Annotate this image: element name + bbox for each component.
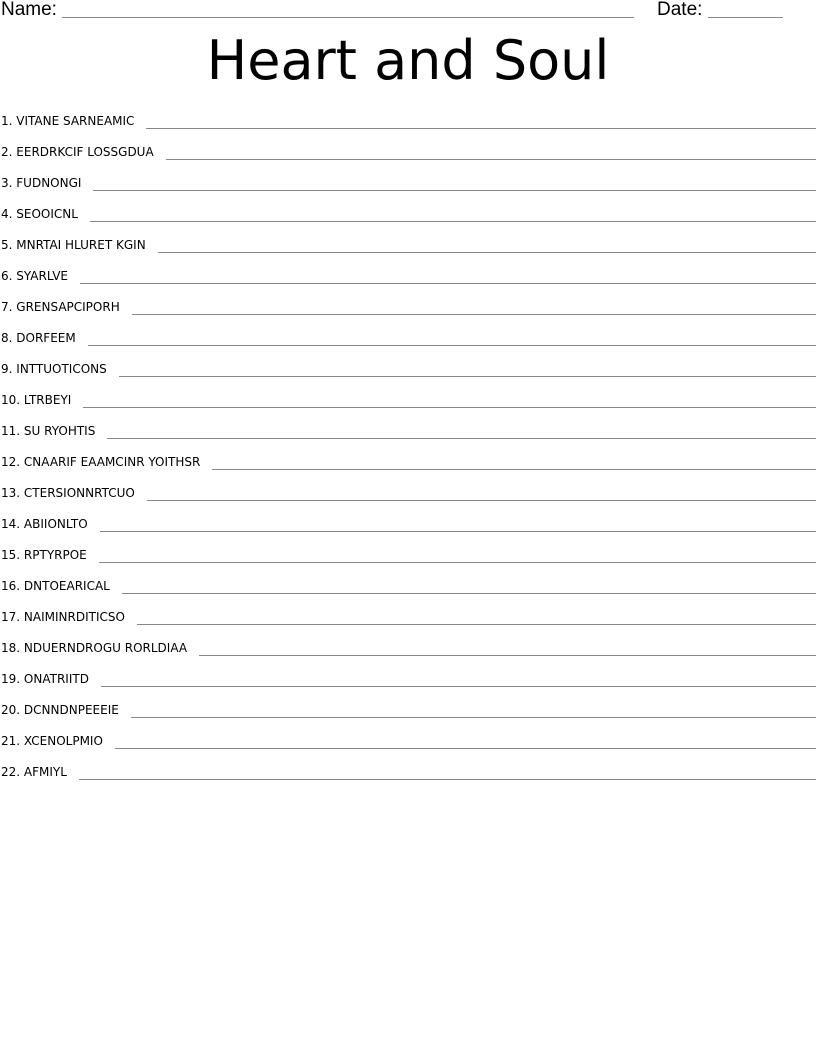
answer-line[interactable]	[122, 578, 816, 594]
scrambled-word	[0, 485, 147, 501]
list-item	[0, 175, 816, 206]
answer-line[interactable]	[79, 764, 816, 780]
item-scramble: SYARLVE	[16, 269, 69, 283]
item-number: 4.	[1, 207, 13, 221]
scrambled-word	[0, 237, 158, 253]
item-scramble: ABIIONLTO	[23, 517, 88, 531]
page-title: Heart and Soul	[206, 29, 610, 92]
item-number: 16.	[1, 579, 21, 593]
answer-line[interactable]	[80, 268, 816, 284]
answer-line[interactable]	[99, 547, 816, 563]
scrambled-word	[0, 361, 119, 377]
scrambled-word	[0, 268, 80, 284]
item-scramble: DORFEEM	[16, 331, 76, 345]
answer-line[interactable]	[90, 206, 816, 222]
list-item	[0, 516, 816, 547]
scrambled-word	[0, 578, 122, 594]
list-item	[0, 206, 816, 237]
item-number: 15.	[1, 548, 21, 562]
list-item	[0, 299, 816, 330]
item-number: 7.	[1, 300, 13, 314]
worksheet-header	[0, 0, 816, 24]
scrambled-word	[0, 733, 115, 749]
list-item	[0, 361, 816, 392]
list-item	[0, 330, 816, 361]
answer-line[interactable]	[166, 144, 816, 160]
answer-line[interactable]	[101, 671, 816, 687]
scrambled-word	[0, 423, 107, 439]
item-scramble: CTERSIONNRTCUO	[23, 486, 135, 500]
list-item	[0, 733, 816, 764]
scrambled-word	[0, 671, 101, 687]
item-scramble: VITANE SARNEAMIC	[16, 114, 135, 128]
item-scramble: EERDRKCIF LOSSGDUA	[16, 145, 154, 159]
scrambled-word	[0, 702, 131, 718]
list-item	[0, 392, 816, 423]
answer-line[interactable]	[146, 113, 816, 129]
name-label: Name:	[1, 0, 57, 20]
answer-line[interactable]	[83, 392, 816, 408]
item-scramble: INTTUOTICONS	[16, 362, 107, 376]
list-item	[0, 547, 816, 578]
list-item	[0, 578, 816, 609]
date-label: Date:	[657, 0, 703, 20]
item-scramble: RPTYRPOE	[23, 548, 87, 562]
item-scramble: MNRTAI HLURET KGIN	[16, 238, 146, 252]
item-number: 6.	[1, 269, 13, 283]
item-number: 3.	[1, 176, 13, 190]
item-number: 17.	[1, 610, 21, 624]
scrambled-word	[0, 764, 79, 780]
item-scramble: FUDNONGI	[16, 176, 82, 190]
answer-line[interactable]	[158, 237, 816, 253]
list-item	[0, 268, 816, 299]
scrambled-word	[0, 392, 83, 408]
item-number: 12.	[1, 455, 21, 469]
item-scramble: ONATRIITD	[23, 672, 89, 686]
list-item	[0, 764, 816, 795]
item-scramble: NDUERNDROGU RORLDIAA	[23, 641, 188, 655]
scrambled-word	[0, 547, 99, 563]
list-item	[0, 113, 816, 144]
scrambled-word	[0, 640, 199, 656]
item-number: 21.	[1, 734, 21, 748]
item-number: 2.	[1, 145, 13, 159]
list-item	[0, 702, 816, 733]
answer-line[interactable]	[88, 330, 816, 346]
scrambled-word	[0, 113, 146, 129]
scrambled-word	[0, 206, 90, 222]
item-scramble: GRENSAPCIPORH	[16, 300, 120, 314]
item-number: 18.	[1, 641, 21, 655]
answer-line[interactable]	[119, 361, 816, 377]
answer-line[interactable]	[199, 640, 816, 656]
list-item	[0, 485, 816, 516]
list-item	[0, 144, 816, 175]
answer-line[interactable]	[115, 733, 816, 749]
scrambled-word	[0, 175, 93, 191]
scrambled-word	[0, 516, 100, 532]
answer-line[interactable]	[100, 516, 816, 532]
answer-line[interactable]	[93, 175, 816, 191]
item-scramble: CNAARIF EAAMCINR YOITHSR	[23, 455, 201, 469]
item-number: 14.	[1, 517, 21, 531]
item-scramble: XCENOLPMIO	[23, 734, 103, 748]
item-number: 22.	[1, 765, 21, 779]
item-number: 9.	[1, 362, 13, 376]
item-scramble: SEOOICNL	[16, 207, 78, 221]
item-number: 5.	[1, 238, 13, 252]
list-item	[0, 237, 816, 268]
item-scramble: SU RYOHTIS	[23, 424, 96, 438]
list-item	[0, 609, 816, 640]
item-number: 1.	[1, 114, 13, 128]
answer-line[interactable]	[137, 609, 816, 625]
scrambled-word	[0, 299, 132, 315]
item-scramble: DNTOEARICAL	[23, 579, 110, 593]
item-number: 20.	[1, 703, 21, 717]
item-scramble: AFMIYL	[23, 765, 67, 779]
answer-line[interactable]	[212, 454, 816, 470]
item-number: 10.	[1, 393, 21, 407]
scrambled-word	[0, 609, 137, 625]
item-scramble: NAIMINRDITICSO	[23, 610, 125, 624]
scrambled-word	[0, 330, 88, 346]
scrambled-word	[0, 454, 212, 470]
answer-line[interactable]	[132, 299, 816, 315]
item-scramble: LTRBEYI	[23, 393, 72, 407]
scrambled-word	[0, 144, 166, 160]
item-number: 19.	[1, 672, 21, 686]
word-scramble-list	[0, 113, 816, 795]
item-number: 8.	[1, 331, 13, 345]
date-field[interactable]	[708, 17, 783, 18]
name-field[interactable]	[62, 17, 634, 18]
item-number: 13.	[1, 486, 21, 500]
item-scramble: DCNNDNPEEEIE	[23, 703, 119, 717]
list-item	[0, 671, 816, 702]
item-number: 11.	[1, 424, 21, 438]
list-item	[0, 454, 816, 485]
list-item	[0, 640, 816, 671]
answer-line[interactable]	[131, 702, 816, 718]
answer-line[interactable]	[147, 485, 816, 501]
list-item	[0, 423, 816, 454]
answer-line[interactable]	[107, 423, 816, 439]
